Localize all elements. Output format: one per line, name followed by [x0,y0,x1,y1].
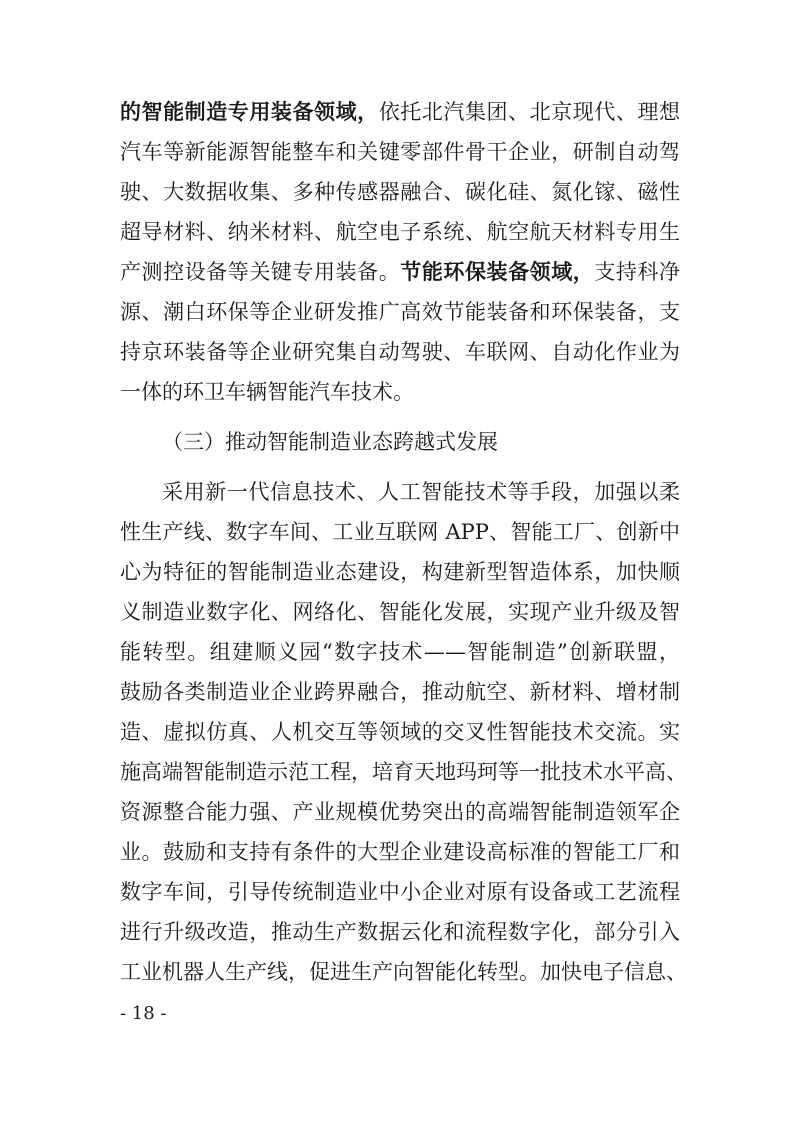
text-span: 支持科净 [594,260,681,284]
text-line: 数字车间，引导传统制造业中小企业对原有设备或工艺流程 [120,880,680,904]
text-line: 汽车等新能源智能整车和关键零部件骨干企业，研制自动驾 [120,140,680,164]
text-line: 业。鼓励和支持有条件的大型企业建设高标准的智能工厂和 [120,840,680,864]
text-line: 心为特征的智能制造业态建设，构建新型智造体系，加快顺 [120,560,680,584]
text-line [120,252,680,292]
text-line: 资源整合能力强、产业规模优势突出的高端智能制造领军企 [120,800,680,824]
text-line: 造、虚拟仿真、人机交互等领域的交叉性智能技术交流。实 [120,720,680,744]
text-line: 工业机器人生产线，促进生产向智能化转型。加快电子信息、 [120,960,687,984]
text-line [120,92,680,132]
page-number: - 18 - [120,1003,167,1024]
section-heading: （三）推动智能制造业态跨越式发展 [162,430,498,454]
text-line: 鼓励各类制造业企业跨界融合，推动航空、新材料、增材制 [120,680,680,704]
text-span: 产测控设备等关键专用装备。 [120,260,401,284]
text-line: 能转型。组建顺义园“数字技术——智能制造”创新联盟， [120,640,680,664]
text-line: 超导材料、纳米材料、航空电子系统、航空航天材料专用生 [120,220,680,244]
text-line: 源、潮白环保等企业研发推广高效节能装备和环保装备，支 [120,300,680,324]
text-line: 采用新一代信息技术、人工智能技术等手段，加强以柔 [162,480,680,504]
text-line: 持京环装备等企业研究集自动驾驶、车联网、自动化作业为 [120,340,680,364]
bold-term: 节能环保装备领域， [400,259,595,284]
text-line: 义制造业数字化、网络化、智能化发展，实现产业升级及智 [120,600,680,624]
text-line: 一体的环卫车辆智能汽车技术。 [120,380,414,404]
text-span: 依托北汽集团、北京现代、理想 [378,100,681,124]
text-line: 驶、大数据收集、多种传感器融合、碳化硅、氮化镓、磁性 [120,180,680,204]
text-line: 施高端智能制造示范工程，培育天地玛珂等一批技术水平高、 [120,760,687,784]
bold-term: 的智能制造专用装备领域， [120,99,379,124]
text-line: 性生产线、数字车间、工业互联网 APP、智能工厂、创新中 [120,520,680,544]
text-line: 进行升级改造，推动生产数据云化和流程数字化，部分引入 [120,920,680,944]
